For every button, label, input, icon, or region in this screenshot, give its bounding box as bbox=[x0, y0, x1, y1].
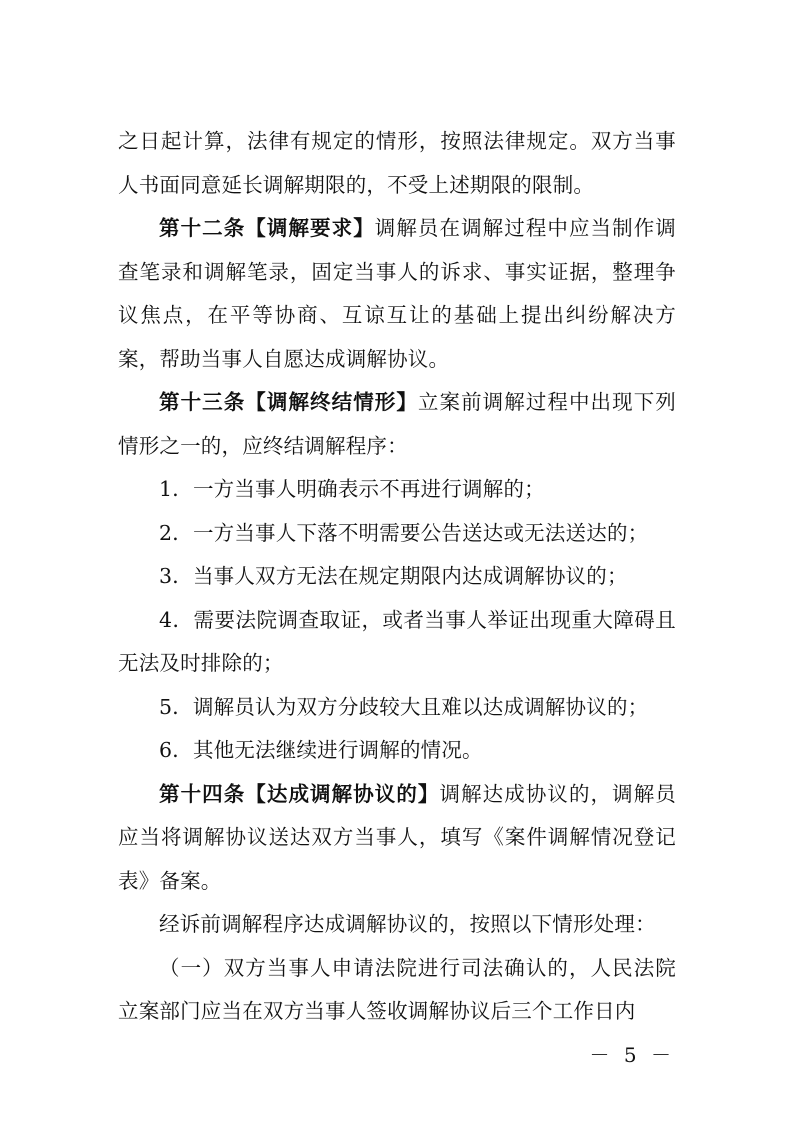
document-body bbox=[118, 120, 676, 1034]
paragraph-continuation: 之日起计算，法律有规定的情形，按照法律规定。双方当事人书面同意延长调解期限的，不受上述期限的限制。 bbox=[118, 129, 676, 197]
article-12 bbox=[118, 207, 676, 381]
article-13-heading: 第十三条【调解终结情形】 bbox=[159, 390, 418, 414]
article-14-heading: 第十四条【达成调解协议的】 bbox=[159, 781, 440, 806]
list-item: 4．需要法院调查取证，或者当事人举证出现重大障碍且无法及时排除的； bbox=[118, 607, 676, 675]
article-12-heading: 第十二条【调解要求】 bbox=[159, 216, 375, 240]
article-13-text: 立案前调解过程中出现下列情形之一的，应终结调解程序： bbox=[118, 390, 676, 458]
article-13 bbox=[118, 381, 676, 468]
page-number: － 5 － bbox=[589, 1043, 675, 1067]
article-14 bbox=[118, 773, 676, 904]
list-item: 3．当事人双方无法在规定期限内达成调解协议的； bbox=[159, 564, 628, 588]
list-item: 2．一方当事人下落不明需要公告送达或无法送达的； bbox=[159, 520, 649, 545]
article-14-text: 调解达成协议的，调解员应当将调解协议送达双方当事人，填写《案件调解情况登记表》备案。 bbox=[118, 781, 676, 893]
list-item: 5．调解员认为双方分歧较大且难以达成调解协议的； bbox=[159, 694, 649, 719]
list-item: 6．其他无法继续进行调解的情况。 bbox=[159, 738, 483, 762]
paragraph-item-1: （一）双方当事人申请法院进行司法确认的，人民法院立案部门应当在双方当事人签收调解协议后三个工作日内 bbox=[118, 955, 676, 1023]
article-12-text: 调解员在调解过程中应当制作调查笔录和调解笔录，固定当事人的诉求、事实证据，整理争议焦点，在平等协商、互谅互让的基础上提出纠纷解决方案，帮助当事人自愿达成调解协议。 bbox=[118, 216, 676, 371]
list-item: 1．一方当事人明确表示不再进行调解的； bbox=[159, 477, 545, 501]
paragraph-after-article-14: 经诉前调解程序达成调解协议的，按照以下情形处理： bbox=[159, 912, 656, 936]
